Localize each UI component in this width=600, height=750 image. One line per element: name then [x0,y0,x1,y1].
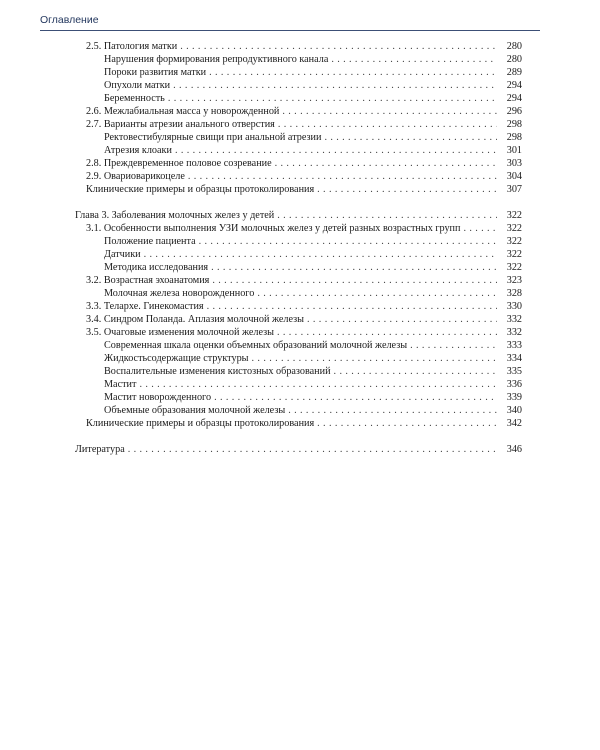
toc-leader-dots [257,288,497,300]
toc-entry[interactable] [104,54,522,66]
toc-entry-page: 336 [506,379,522,390]
toc-entry-title: Клинические примеры и образцы протоколирования [86,184,315,195]
toc-entry[interactable] [104,80,522,92]
toc-leader-dots [252,353,497,365]
toc-leader-dots [463,223,497,235]
toc-leader-dots [324,132,497,144]
toc-entry[interactable] [104,392,522,404]
toc-leader-dots [214,392,497,404]
toc-leader-dots [180,41,497,53]
toc-leader-dots [173,80,497,92]
toc-entry-title: Глава 3. Заболевания молочных желез у детей [75,210,275,221]
toc-entry[interactable] [86,275,522,287]
toc-entry-page: 307 [506,184,522,195]
toc-entry-page: 332 [506,327,522,338]
toc-entry[interactable] [86,119,522,131]
toc-entry-title: Современная шкала оценки объемных образований молочной железы [104,340,408,351]
toc-entry-title: 3.1. Особенности выполнения УЗИ молочных желез у детей разных возрастных групп [86,223,461,234]
toc-entry[interactable] [104,340,522,352]
toc-entry-page: 342 [506,418,522,429]
toc-leader-dots [317,418,497,430]
toc-entry-page: 303 [506,158,522,169]
toc-entry-title: Пороки развития матки [104,67,207,78]
toc-entry-page: 322 [506,223,522,234]
toc-leader-dots [317,184,497,196]
toc-leader-dots [277,327,497,339]
toc-leader-dots [139,379,497,391]
toc-entry-title: Мастит новорожденного [104,392,212,403]
toc-entry-title: 2.7. Варианты атрезии анального отверстия [86,119,275,130]
toc-leader-dots [209,67,497,79]
toc-entry-title: Жидкостьсодержащие структуры [104,353,249,364]
toc-entry-title: Молочная железа новорожденного [104,288,255,299]
toc-leader-dots [410,340,497,352]
toc-leader-dots [282,106,497,118]
toc-entry-page: 339 [506,392,522,403]
toc-entry[interactable] [104,93,522,105]
toc-chapter-entry[interactable] [75,444,522,456]
toc-entry-page: 334 [506,353,522,364]
toc-entry-page: 322 [506,249,522,260]
toc-entry-page: 322 [506,210,522,221]
toc-entry-page: 322 [506,236,522,247]
toc-entry-title: 3.5. Очаговые изменения молочной железы [86,327,274,338]
toc-entry-title: Мастит [104,379,137,390]
toc-entry-title: Опухоли матки [104,80,171,91]
toc-leader-dots [275,158,497,170]
toc-entry-title: 2.6. Межлабиальная масса у новорожденной [86,106,280,117]
toc-entry-title: Объемные образования молочной железы [104,405,286,416]
toc-entry-title: 2.5. Патология матки [86,41,178,52]
toc-entry[interactable] [104,236,522,248]
toc-entry[interactable] [86,418,522,430]
toc-entry-page: 301 [506,145,522,156]
toc-entry[interactable] [86,41,522,53]
toc-entry[interactable] [86,184,522,196]
toc-entry-page: 294 [506,80,522,91]
toc-entry[interactable] [104,405,522,417]
toc-leader-dots [144,249,497,261]
toc-leader-dots [331,54,497,66]
toc-entry-title: 3.2. Возрастная эхоанатомия [86,275,210,286]
toc-entry-title: 2.9. Овариоварикоцеле [86,171,185,182]
toc-entry-title: Методика исследования [104,262,209,273]
toc-leader-dots [199,236,497,248]
toc-entry-page: 294 [506,93,522,104]
toc-entry[interactable] [104,288,522,300]
toc-leader-dots [207,301,497,313]
toc-entry[interactable] [86,314,522,326]
toc-entry-title: 3.4. Синдром Поланда. Аплазия молочной железы [86,314,305,325]
toc-entry[interactable] [86,171,522,183]
toc-entry-title: Датчики [104,249,141,260]
toc-leader-dots [211,262,497,274]
toc-leader-dots [188,171,497,183]
toc-entry-page: 298 [506,119,522,130]
toc-entry[interactable] [104,262,522,274]
toc-entry[interactable] [104,145,522,157]
toc-entry-title: Литература [75,444,125,455]
toc-entry-title: Атрезия клоаки [104,145,172,156]
toc-entry[interactable] [104,379,522,391]
toc-entry-page: 304 [506,171,522,182]
toc-leader-dots [128,444,497,456]
toc-entry-title: Воспалительные изменения кистозных образований [104,366,331,377]
toc-entry-page: 280 [506,41,522,52]
toc-entry-page: 323 [506,275,522,286]
toc-entry-page: 340 [506,405,522,416]
toc-entry[interactable] [104,366,522,378]
toc-leader-dots [278,119,497,131]
toc-leader-dots [288,405,497,417]
toc-leader-dots [334,366,497,378]
toc-entry[interactable] [86,223,522,235]
toc-entry-page: 298 [506,132,522,143]
toc-entry[interactable] [86,158,522,170]
toc-entry[interactable] [86,106,522,118]
toc-entry[interactable] [104,353,522,365]
toc-leader-dots [277,210,497,222]
toc-entry-page: 332 [506,314,522,325]
toc-entry-title: Клинические примеры и образцы протоколирования [86,418,315,429]
toc-entry-title: Нарушения формирования репродуктивного канала [104,54,329,65]
toc-entry-title: Беременность [104,93,165,104]
toc-entry[interactable] [104,132,522,144]
toc-entry-title: 2.8. Преждевременное половое созревание [86,158,272,169]
toc-entry[interactable] [104,249,522,261]
toc-leader-dots [175,145,497,157]
toc-chapter-entry[interactable] [75,210,522,222]
toc-entry-title: Ректовестибулярные свищи при анальной атрезии [104,132,322,143]
toc-entry-page: 280 [506,54,522,65]
toc-entry-title: Положение пациента [104,236,196,247]
toc-entry-page: 346 [506,444,522,455]
toc-entry-title: 3.3. Телархе. Гинекомастия [86,301,204,312]
toc-entry-page: 289 [506,67,522,78]
toc-leader-dots [212,275,497,287]
header-title: Оглавление [40,14,99,26]
toc-entry[interactable] [104,67,522,79]
toc-entry-page: 335 [506,366,522,377]
toc-entry-page: 333 [506,340,522,351]
toc-leader-dots [307,314,497,326]
toc-entry-page: 328 [506,288,522,299]
toc-leader-dots [168,93,497,105]
toc-entry[interactable] [86,327,522,339]
toc-entry-page: 322 [506,262,522,273]
toc-entry[interactable] [86,301,522,313]
toc-entry-page: 330 [506,301,522,312]
toc-entry-page: 296 [506,106,522,117]
